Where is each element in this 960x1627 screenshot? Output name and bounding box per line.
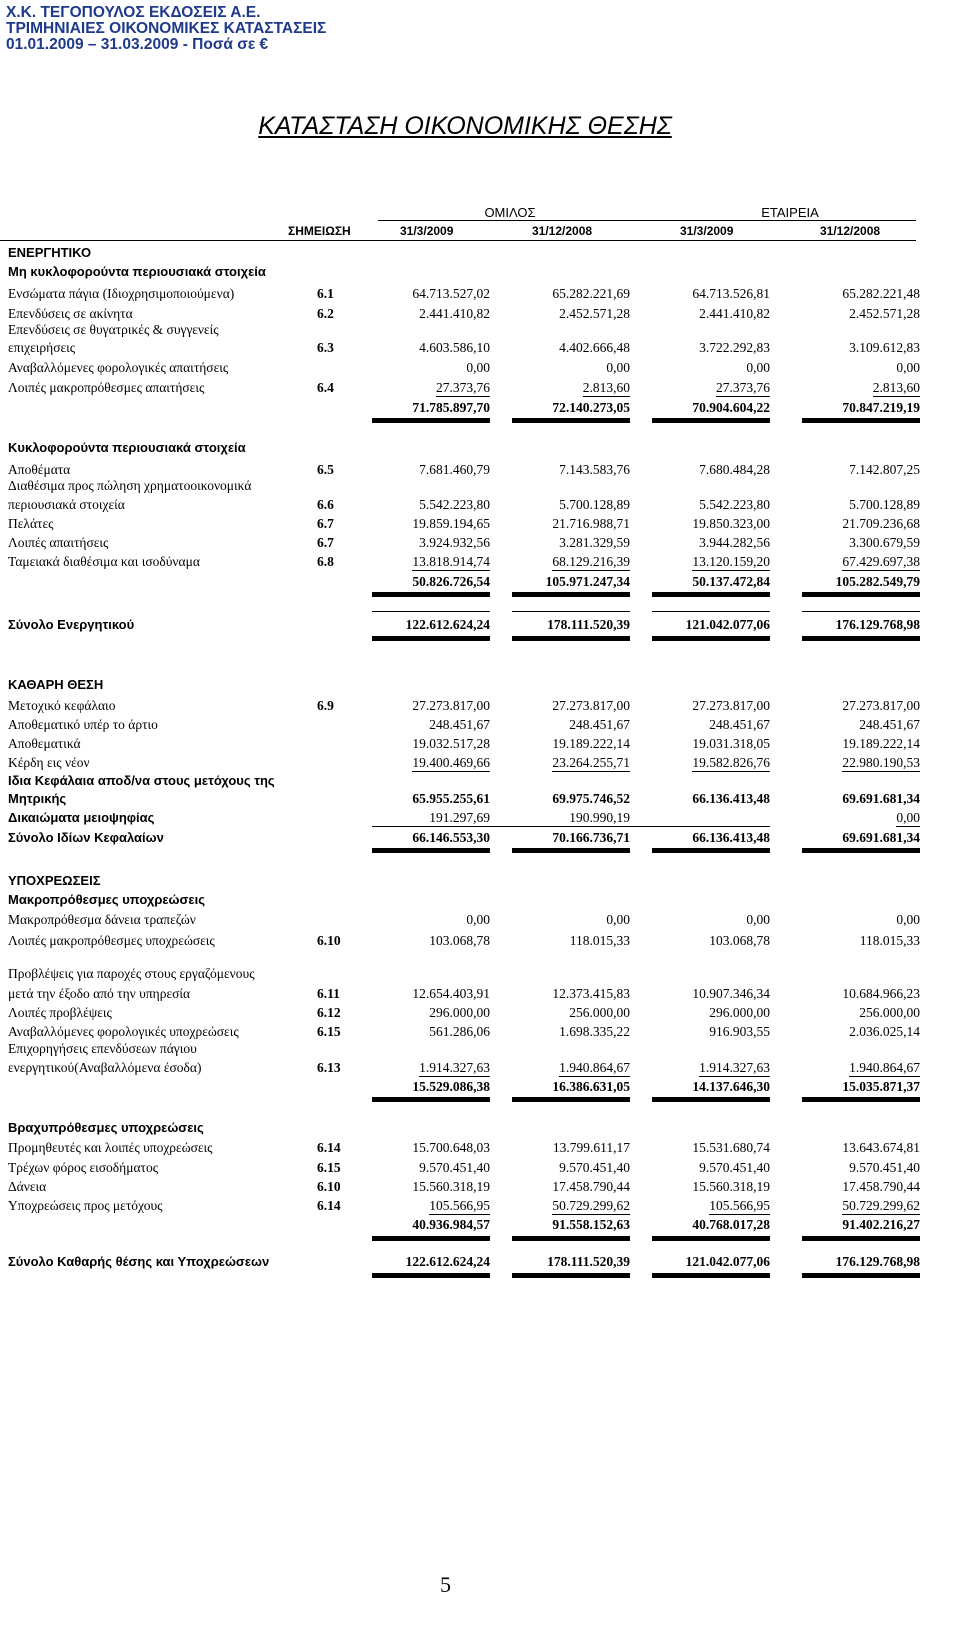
subtotal-value: 15.035.871,37 bbox=[842, 1079, 920, 1094]
total-assets-row bbox=[0, 617, 960, 637]
row-value: 65.282.221,48 bbox=[842, 286, 920, 301]
row-value: 27.373,76 bbox=[716, 380, 770, 395]
row-value: 0,00 bbox=[896, 912, 920, 927]
row-note: 6.3 bbox=[317, 340, 334, 355]
row-value: 916.903,55 bbox=[709, 1024, 770, 1039]
subtotal-bar bbox=[802, 418, 920, 423]
row-value: 7.142.807,25 bbox=[849, 462, 920, 477]
total-bar bbox=[372, 636, 490, 641]
subtotal-value: 91.402.216,27 bbox=[842, 1217, 920, 1232]
subtotal-bar bbox=[652, 1236, 770, 1241]
row-note: 6.9 bbox=[317, 698, 334, 713]
row-value: 9.570.451,40 bbox=[699, 1160, 770, 1175]
row-value: 19.032.517,28 bbox=[412, 736, 490, 751]
subtotal-value: 40.768.017,28 bbox=[692, 1217, 770, 1232]
row-value: 27.273.817,00 bbox=[412, 698, 490, 713]
total-bar bbox=[512, 1273, 630, 1278]
table-row bbox=[0, 912, 960, 932]
total-value: 69.691.681,34 bbox=[842, 830, 920, 845]
total-bar bbox=[802, 1273, 920, 1278]
section-current-assets: Κυκλοφορούντα περιουσιακά στοιχεία bbox=[8, 440, 246, 455]
row-label: Δικαιώματα μειοψηφίας bbox=[8, 810, 155, 825]
row-value: 10.684.966,23 bbox=[842, 986, 920, 1001]
section-short-term: Βραχυπρόθεσμες υποχρεώσεις bbox=[8, 1120, 204, 1135]
subtotal-value: 72.140.273,05 bbox=[552, 400, 630, 415]
row-note: 6.10 bbox=[317, 1179, 341, 1194]
row-value: 5.700.128,89 bbox=[849, 497, 920, 512]
row-value: 50.729.299,62 bbox=[552, 1198, 630, 1213]
row-value: 12.654.403,91 bbox=[412, 986, 490, 1001]
row-value: 105.566,95 bbox=[429, 1198, 490, 1213]
row-label: Επενδύσεις σε ακίνητα bbox=[8, 306, 133, 321]
row-value: 7.680.484,28 bbox=[699, 462, 770, 477]
row-value: 248.451,67 bbox=[709, 717, 770, 732]
subtotal-value: 50.137.472,84 bbox=[692, 574, 770, 589]
row-value: 50.729.299,62 bbox=[842, 1198, 920, 1213]
row-note: 6.7 bbox=[317, 535, 334, 550]
row-note: 6.12 bbox=[317, 1005, 341, 1020]
subtotal-row bbox=[0, 1079, 960, 1099]
row-value: 256.000,00 bbox=[569, 1005, 630, 1020]
subtotal-bar bbox=[802, 592, 920, 597]
report-name: ΤΡΙΜΗΝΙΑΙΕΣ ΟΙΚΟΝΟΜΙΚΕΣ ΚΑΤΑΣΤΑΣΕΙΣ bbox=[6, 20, 327, 37]
total-value: 122.612.624,24 bbox=[405, 1254, 490, 1269]
subtotal-bar bbox=[512, 1097, 630, 1102]
row-label-line1: Προβλέψεις για παροχές στους εργαζόμενους bbox=[8, 966, 255, 981]
row-value: 191.297,69 bbox=[429, 810, 490, 825]
table-row bbox=[0, 791, 960, 811]
total-value: 66.136.413,48 bbox=[692, 830, 770, 845]
subtotal-bar bbox=[372, 592, 490, 597]
row-note: 6.4 bbox=[317, 380, 334, 395]
table-row bbox=[0, 1160, 960, 1180]
row-value: 17.458.790,44 bbox=[842, 1179, 920, 1194]
subtotal-value: 15.529.086,38 bbox=[412, 1079, 490, 1094]
row-label-line1: Επενδύσεις σε θυγατρικές & συγγενείς bbox=[8, 322, 219, 337]
row-value: 4.603.586,10 bbox=[419, 340, 490, 355]
row-label-line1: Ιδια Κεφάλαια αποδ/να στους μετόχους της bbox=[8, 773, 275, 788]
table-row bbox=[0, 1060, 960, 1080]
row-value: 27.373,76 bbox=[436, 380, 490, 395]
total-bar bbox=[372, 848, 490, 853]
row-value: 3.924.932,56 bbox=[419, 535, 490, 550]
subtotal-value: 91.558.152,63 bbox=[552, 1217, 630, 1232]
row-value: 9.570.451,40 bbox=[559, 1160, 630, 1175]
row-value: 19.850.323,00 bbox=[692, 516, 770, 531]
row-value: 105.566,95 bbox=[709, 1198, 770, 1213]
total-liabilities-row bbox=[0, 1254, 960, 1274]
row-value: 103.068,78 bbox=[429, 933, 490, 948]
row-label: Αποθεματικά bbox=[8, 736, 81, 751]
row-note: 6.14 bbox=[317, 1198, 341, 1213]
row-label: Προμηθευτές και λοιπές υποχρεώσεις bbox=[8, 1140, 213, 1155]
table-row bbox=[0, 755, 960, 775]
table-row bbox=[0, 340, 960, 360]
subtotal-value: 70.847.219,19 bbox=[842, 400, 920, 415]
subtotal-value: 14.137.646,30 bbox=[692, 1079, 770, 1094]
subtotal-bar bbox=[652, 592, 770, 597]
row-value: 3.281.329,59 bbox=[559, 535, 630, 550]
row-note: 6.11 bbox=[317, 986, 340, 1001]
row-value: 12.373.415,83 bbox=[552, 986, 630, 1001]
subtotal-value: 105.282.549,79 bbox=[835, 574, 920, 589]
row-value: 66.136.413,48 bbox=[692, 791, 770, 806]
row-value: 0,00 bbox=[896, 360, 920, 375]
total-rule bbox=[512, 611, 630, 612]
group-divider bbox=[378, 220, 916, 221]
row-label: Υποχρεώσεις προς μετόχους bbox=[8, 1198, 163, 1213]
subtotal-bar bbox=[512, 1236, 630, 1241]
total-bar bbox=[652, 1273, 770, 1278]
total-value: 178.111.520,39 bbox=[547, 1254, 630, 1269]
row-value: 21.716.988,71 bbox=[552, 516, 630, 531]
row-value: 67.429.697,38 bbox=[842, 554, 920, 569]
row-label: Δάνεια bbox=[8, 1179, 47, 1194]
row-value: 5.542.223,80 bbox=[699, 497, 770, 512]
subtotal-bar bbox=[652, 1097, 770, 1102]
total-value: 121.042.077,06 bbox=[685, 617, 770, 632]
row-value: 256.000,00 bbox=[859, 1005, 920, 1020]
row-value: 118.015,33 bbox=[859, 933, 920, 948]
row-label-line1: Επιχορηγήσεις επενδύσεων πάγιου bbox=[8, 1041, 197, 1056]
row-value: 21.709.236,68 bbox=[842, 516, 920, 531]
column-header-3: 31/12/2008 bbox=[820, 224, 881, 238]
total-value: 66.146.553,30 bbox=[412, 830, 490, 845]
row-note: 6.14 bbox=[317, 1140, 341, 1155]
row-note: 6.7 bbox=[317, 516, 334, 531]
row-value: 13.643.674,81 bbox=[842, 1140, 920, 1155]
table-row bbox=[0, 736, 960, 756]
row-value: 2.452.571,28 bbox=[559, 306, 630, 321]
row-value: 69.691.681,34 bbox=[842, 791, 920, 806]
row-note: 6.13 bbox=[317, 1060, 341, 1075]
row-value: 0,00 bbox=[466, 912, 490, 927]
total-equity-row bbox=[0, 830, 960, 850]
row-value: 1.914.327,63 bbox=[699, 1060, 770, 1075]
row-value: 19.582.826,76 bbox=[692, 755, 770, 770]
row-value: 65.282.221,69 bbox=[552, 286, 630, 301]
row-label: Λοιπές μακροπρόθεσμες απαιτήσεις bbox=[8, 380, 205, 395]
row-value: 15.531.680,74 bbox=[692, 1140, 770, 1155]
subtotal-row bbox=[0, 574, 960, 594]
row-value: 3.109.612,83 bbox=[849, 340, 920, 355]
row-value: 3.944.282,56 bbox=[699, 535, 770, 550]
row-label: Κέρδη εις νέον bbox=[8, 755, 90, 770]
company-name: Χ.Κ. ΤΕΓΟΠΟΥΛΟΣ ΕΚΔΟΣΕΙΣ Α.Ε. bbox=[6, 4, 261, 21]
table-row bbox=[0, 286, 960, 306]
section-equity: ΚΑΘΑΡΗ ΘΕΣΗ bbox=[8, 677, 104, 692]
company-header: ΕΤΑΙΡΕΙΑ bbox=[761, 205, 819, 220]
subtotal-row bbox=[0, 400, 960, 420]
row-value: 118.015,33 bbox=[569, 933, 630, 948]
row-label: Ταμειακά διαθέσιμα και ισοδύναμα bbox=[8, 554, 200, 569]
row-note: 6.5 bbox=[317, 462, 334, 477]
subtotal-value: 50.826.726,54 bbox=[412, 574, 490, 589]
row-label: Σύνολο Ενεργητικού bbox=[8, 617, 135, 632]
row-value: 19.859.194,65 bbox=[412, 516, 490, 531]
row-value: 103.068,78 bbox=[709, 933, 770, 948]
row-value: 9.570.451,40 bbox=[849, 1160, 920, 1175]
total-rule bbox=[802, 611, 920, 612]
row-value: 64.713.526,81 bbox=[692, 286, 770, 301]
row-value: 4.402.666,48 bbox=[559, 340, 630, 355]
row-value: 0,00 bbox=[896, 810, 920, 825]
row-value: 0,00 bbox=[746, 360, 770, 375]
row-label: Αποθέματα bbox=[8, 462, 71, 477]
total-rule bbox=[372, 611, 490, 612]
total-value: 122.612.624,24 bbox=[405, 617, 490, 632]
total-value: 70.166.736,71 bbox=[552, 830, 630, 845]
row-value: 7.143.583,76 bbox=[559, 462, 630, 477]
subtotal-value: 105.971.247,34 bbox=[545, 574, 630, 589]
subtotal-bar bbox=[802, 1097, 920, 1102]
table-row bbox=[0, 1005, 960, 1025]
row-value: 5.542.223,80 bbox=[419, 497, 490, 512]
table-row bbox=[0, 933, 960, 953]
row-label: Αποθεματικό υπέρ το άρτιο bbox=[8, 717, 158, 732]
total-rule bbox=[652, 611, 770, 612]
row-label: Λοιπές μακροπρόθεσμες υποχρεώσεις bbox=[8, 933, 215, 948]
row-value: 19.031.318,05 bbox=[692, 736, 770, 751]
total-bar bbox=[652, 848, 770, 853]
row-value: 69.975.746,52 bbox=[552, 791, 630, 806]
row-label: Πελάτες bbox=[8, 516, 54, 531]
row-label: Αναβαλλόμενες φορολογικές απαιτήσεις bbox=[8, 360, 229, 375]
section-liabilities: ΥΠΟΧΡΕΩΣΕΙΣ bbox=[8, 873, 101, 888]
row-value: 13.120.159,20 bbox=[692, 554, 770, 569]
section-noncurrent-assets: Μη κυκλοφορούντα περιουσιακά στοιχεία bbox=[8, 264, 266, 279]
row-value: 0,00 bbox=[606, 912, 630, 927]
row-value: 1.940.864,67 bbox=[849, 1060, 920, 1075]
subtotal-bar bbox=[512, 592, 630, 597]
row-value: 296.000,00 bbox=[429, 1005, 490, 1020]
total-bar bbox=[802, 636, 920, 641]
table-row bbox=[0, 516, 960, 536]
row-label: Μετοχικό κεφάλαιο bbox=[8, 698, 116, 713]
total-value: 176.129.768,98 bbox=[835, 1254, 920, 1269]
row-label: επιχειρήσεις bbox=[8, 340, 76, 355]
row-label: Μακροπρόθεσμα δάνεια τραπεζών bbox=[8, 912, 196, 927]
statement-title: ΚΑΤΑΣΤΑΣΗ ΟΙΚΟΝΟΜΙΚΗΣ ΘΕΣΗΣ bbox=[258, 112, 672, 140]
row-value: 19.400.469,66 bbox=[412, 755, 490, 770]
row-value: 19.189.222,14 bbox=[552, 736, 630, 751]
row-label: Τρέχων φόρος εισοδήματος bbox=[8, 1160, 159, 1175]
table-row bbox=[0, 497, 960, 517]
row-value: 15.560.318,19 bbox=[692, 1179, 770, 1194]
row-rule bbox=[372, 826, 770, 827]
total-bar bbox=[802, 848, 920, 853]
row-note: 6.10 bbox=[317, 933, 341, 948]
row-value: 27.273.817,00 bbox=[692, 698, 770, 713]
row-value: 1.940.864,67 bbox=[559, 1060, 630, 1075]
row-value: 17.458.790,44 bbox=[552, 1179, 630, 1194]
subtotal-value: 70.904.604,22 bbox=[692, 400, 770, 415]
total-bar bbox=[512, 636, 630, 641]
subtotal-bar bbox=[512, 418, 630, 423]
subtotal-row bbox=[0, 1217, 960, 1237]
row-value: 22.980.190,53 bbox=[842, 755, 920, 770]
row-note: 6.1 bbox=[317, 286, 334, 301]
row-value: 2.441.410,82 bbox=[699, 306, 770, 321]
row-value: 64.713.527,02 bbox=[412, 286, 490, 301]
subtotal-bar bbox=[652, 418, 770, 423]
row-label: μετά την έξοδο από την υπηρεσία bbox=[8, 986, 191, 1001]
group-header: ΟΜΙΛΟΣ bbox=[484, 205, 536, 220]
header-rule bbox=[0, 240, 916, 241]
subtotal-value: 40.936.984,57 bbox=[412, 1217, 490, 1232]
total-bar bbox=[512, 848, 630, 853]
row-label-line1: Διαθέσιμα προς πώληση χρηματοοικονομικά bbox=[8, 478, 252, 493]
row-value: 68.129.216,39 bbox=[552, 554, 630, 569]
row-note: 6.2 bbox=[317, 306, 334, 321]
total-value: 176.129.768,98 bbox=[835, 617, 920, 632]
row-value: 65.955.255,61 bbox=[412, 791, 490, 806]
row-label: Ενσώματα πάγια (Ιδιοχρησιμοποιούμενα) bbox=[8, 286, 235, 301]
total-bar bbox=[372, 1273, 490, 1278]
row-value: 3.722.292,83 bbox=[699, 340, 770, 355]
section-assets: ΕΝΕΡΓΗΤΙΚΟ bbox=[8, 245, 92, 260]
row-value: 2.036.025,14 bbox=[849, 1024, 920, 1039]
table-row bbox=[0, 717, 960, 737]
column-header-0: 31/3/2009 bbox=[400, 224, 454, 238]
total-value: 121.042.077,06 bbox=[685, 1254, 770, 1269]
row-value: 2.813,60 bbox=[582, 380, 630, 395]
row-value: 190.990,19 bbox=[569, 810, 630, 825]
row-value: 27.273.817,00 bbox=[842, 698, 920, 713]
table-row bbox=[0, 380, 960, 400]
subtotal-value: 71.785.897,70 bbox=[412, 400, 490, 415]
row-value: 248.451,67 bbox=[859, 717, 920, 732]
row-value: 5.700.128,89 bbox=[559, 497, 630, 512]
row-value: 13.818.914,74 bbox=[412, 554, 490, 569]
subtotal-bar bbox=[802, 1236, 920, 1241]
row-value: 0,00 bbox=[746, 912, 770, 927]
section-long-term: Μακροπρόθεσμες υποχρεώσεις bbox=[8, 892, 205, 907]
row-value: 2.441.410,82 bbox=[419, 306, 490, 321]
subtotal-bar bbox=[372, 1236, 490, 1241]
table-row bbox=[0, 1198, 960, 1218]
row-value: 23.264.255,71 bbox=[552, 755, 630, 770]
page-number: 5 bbox=[440, 1572, 451, 1597]
row-value: 561.286,06 bbox=[429, 1024, 490, 1039]
row-value: 248.451,67 bbox=[569, 717, 630, 732]
row-value: 0,00 bbox=[606, 360, 630, 375]
row-note: 6.15 bbox=[317, 1160, 341, 1175]
subtotal-bar bbox=[372, 1097, 490, 1102]
row-label: Αναβαλλόμενες φορολογικές υποχρεώσεις bbox=[8, 1024, 239, 1039]
row-note: 6.15 bbox=[317, 1024, 341, 1039]
table-row bbox=[0, 554, 960, 574]
row-value: 1.698.335,22 bbox=[559, 1024, 630, 1039]
column-header-1: 31/12/2008 bbox=[532, 224, 593, 238]
note-column-header: ΣΗΜΕΙΩΣΗ bbox=[288, 224, 351, 238]
row-value: 248.451,67 bbox=[429, 717, 490, 732]
row-label: Λοιπές προβλέψεις bbox=[8, 1005, 112, 1020]
table-row bbox=[0, 986, 960, 1006]
column-header-2: 31/3/2009 bbox=[680, 224, 734, 238]
row-label: ενεργητικού(Αναβαλλόμενα έσοδα) bbox=[8, 1060, 202, 1075]
row-value: 7.681.460,79 bbox=[419, 462, 490, 477]
row-value: 2.813,60 bbox=[872, 380, 920, 395]
row-value: 0,00 bbox=[466, 360, 490, 375]
report-period: 01.01.2009 – 31.03.2009 - Ποσά σε € bbox=[6, 36, 269, 53]
row-value: 2.452.571,28 bbox=[849, 306, 920, 321]
row-value: 15.560.318,19 bbox=[412, 1179, 490, 1194]
row-label: Σύνολο Ιδίων Κεφαλαίων bbox=[8, 830, 164, 845]
table-row bbox=[0, 1140, 960, 1160]
table-row bbox=[0, 535, 960, 555]
row-value: 3.300.679,59 bbox=[849, 535, 920, 550]
table-row bbox=[0, 698, 960, 718]
row-label: Μητρικής bbox=[8, 791, 67, 806]
table-row bbox=[0, 810, 960, 830]
row-value: 19.189.222,14 bbox=[842, 736, 920, 751]
table-row bbox=[0, 1179, 960, 1199]
row-value: 27.273.817,00 bbox=[552, 698, 630, 713]
row-note: 6.6 bbox=[317, 497, 334, 512]
row-label: Λοιπές απαιτήσεις bbox=[8, 535, 109, 550]
row-value: 9.570.451,40 bbox=[419, 1160, 490, 1175]
row-value: 1.914.327,63 bbox=[419, 1060, 490, 1075]
row-label: Σύνολο Καθαρής θέσης και Υποχρεώσεων bbox=[8, 1254, 270, 1269]
row-label: περιουσιακά στοιχεία bbox=[8, 497, 125, 512]
subtotal-value: 16.386.631,05 bbox=[552, 1079, 630, 1094]
row-value: 15.700.648,03 bbox=[412, 1140, 490, 1155]
row-note: 6.8 bbox=[317, 554, 334, 569]
row-value: 10.907.346,34 bbox=[692, 986, 770, 1001]
total-bar bbox=[652, 636, 770, 641]
subtotal-bar bbox=[372, 418, 490, 423]
table-row bbox=[0, 360, 960, 380]
row-value: 296.000,00 bbox=[709, 1005, 770, 1020]
row-value: 13.799.611,17 bbox=[552, 1140, 630, 1155]
total-value: 178.111.520,39 bbox=[547, 617, 630, 632]
